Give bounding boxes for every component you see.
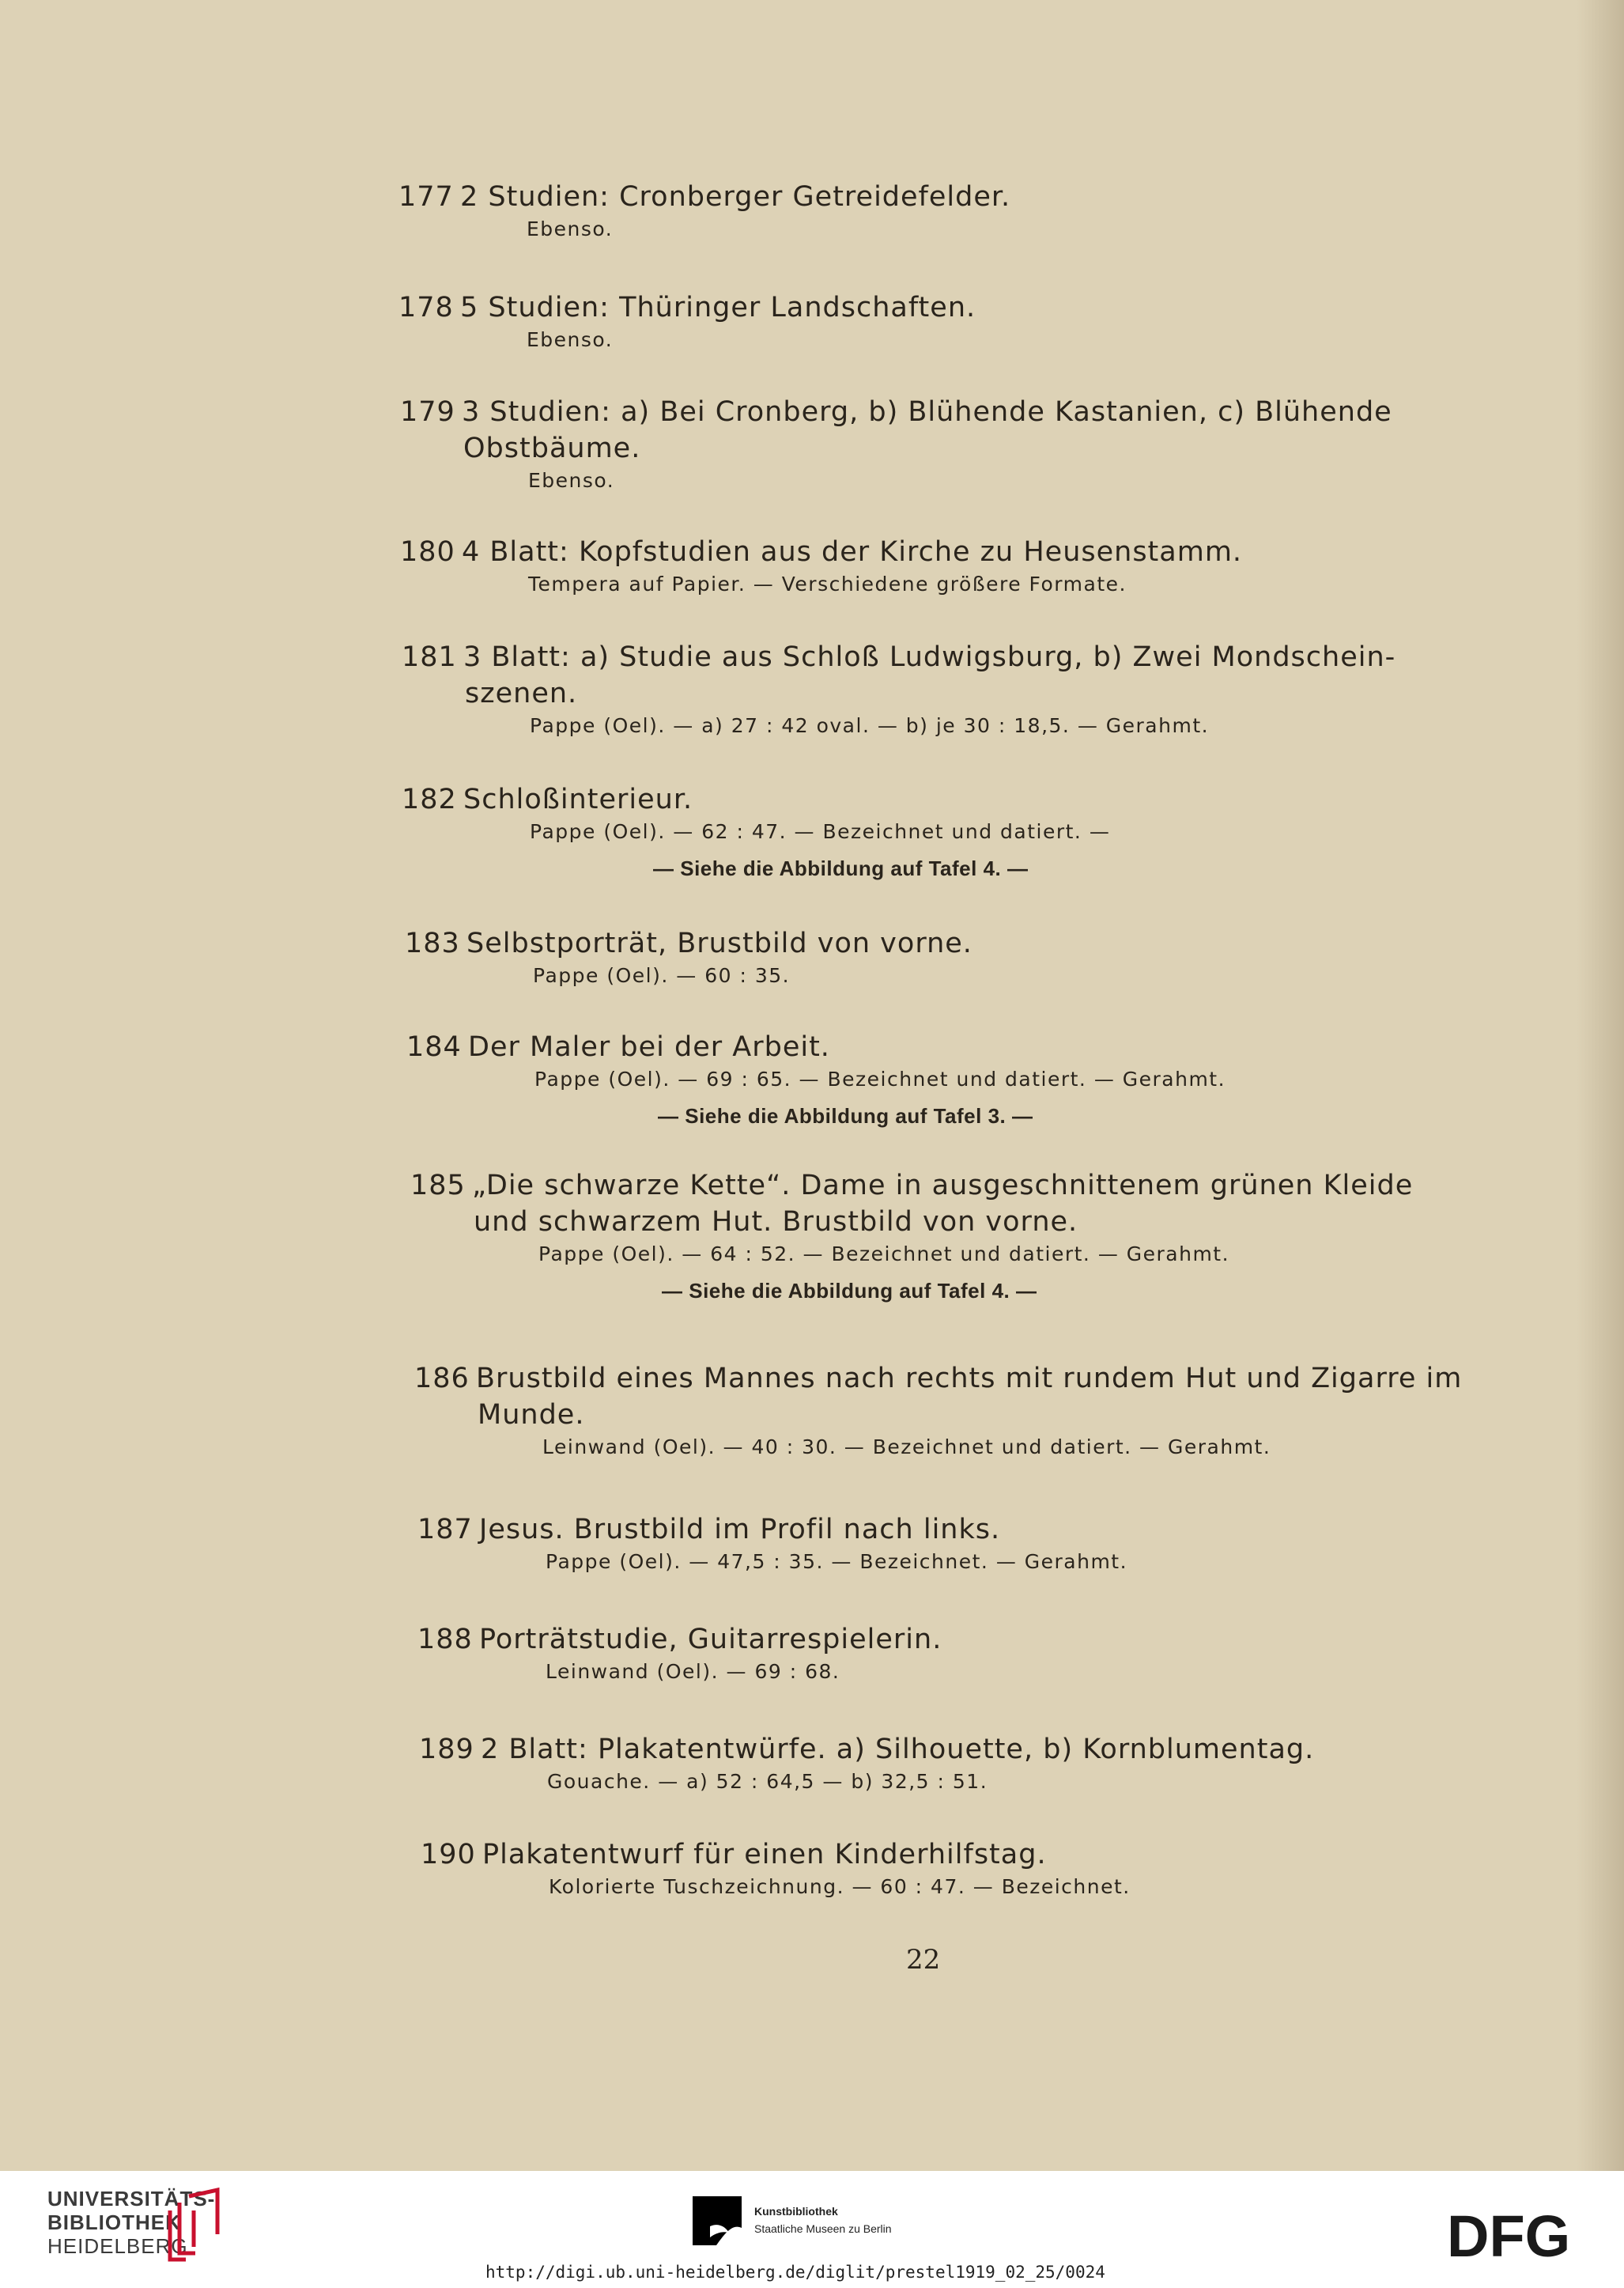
entry-title-text: 3 Studien: a) Bei Cronberg, b) Blühende Kastanien, c) Blühende [462, 396, 1392, 428]
entry-title-text: „Die schwarze Kette“. Dame in ausgeschnittenem grünen Kleide [472, 1170, 1414, 1201]
entry-plate-reference: — Siehe die Abbildung auf Tafel 3. — [658, 1104, 1033, 1128]
catalog-entry [421, 1836, 1131, 1901]
catalog-entry [398, 179, 1010, 244]
catalog-entry [419, 1731, 1314, 1796]
entry-number: 189 [419, 1734, 474, 1765]
entry-title-text: 4 Blatt: Kopfstudien aus der Kirche zu Heusenstamm. [462, 536, 1243, 568]
entry-title-text: 2 Studien: Cronberger Getreidefelder. [460, 181, 1011, 213]
entry-title [417, 1511, 1127, 1548]
entry-title [400, 534, 1242, 570]
dfg-logo-text: DFG [1447, 2206, 1571, 2263]
entry-detail: Leinwand (Oel). — 40 : 30. — Bezeichnet und datiert. — Gerahmt. [542, 1435, 1271, 1458]
catalog-entry [405, 925, 973, 990]
catalog-entry [414, 1360, 1462, 1462]
dfg-logo[interactable] [1447, 2206, 1597, 2263]
entry-title-text: szenen. [465, 678, 578, 709]
entry-title-text: 5 Studien: Thüringer Landschaften. [460, 292, 976, 323]
entry-title [419, 1731, 1314, 1768]
entry-title [398, 289, 976, 326]
entry-number: 186 [414, 1363, 470, 1394]
entry-detail: Ebenso. [528, 469, 615, 492]
entry-title [405, 925, 973, 962]
entry-detail: Tempera auf Papier. — Verschiedene größere Formate. [528, 573, 1127, 596]
entry-title [400, 394, 1392, 430]
entry-title [398, 179, 1010, 215]
page-number: 22 [906, 1944, 941, 1976]
catalog-entry [400, 534, 1242, 599]
entry-plate-reference: — Siehe die Abbildung auf Tafel 4. — [662, 1279, 1037, 1303]
catalog-entry [417, 1621, 942, 1686]
entry-title-text: Plakatentwurf für einen Kinderhilfstag. [482, 1839, 1047, 1870]
entry-number: 187 [417, 1514, 473, 1545]
logo-line-3: HEIDELBERG [47, 2234, 188, 2258]
footer-bar [0, 2171, 1624, 2288]
entry-title [421, 1836, 1131, 1873]
entry-number: 179 [400, 396, 455, 428]
entry-detail: Pappe (Oel). — 69 : 65. — Bezeichnet und datiert. — Gerahmt. [534, 1068, 1226, 1091]
catalog-entry [410, 1167, 1413, 1307]
entry-title-continuation [410, 1204, 1413, 1240]
catalog-entry [402, 781, 1110, 884]
entry-title [402, 639, 1396, 675]
ub-logo-mark-icon [162, 2187, 225, 2266]
entry-number: 180 [400, 536, 455, 568]
entry-title [410, 1167, 1413, 1204]
entry-detail: Ebenso. [527, 328, 614, 351]
kb-line-2: Staatliche Museen zu Berlin [754, 2222, 892, 2235]
entry-detail: Pappe (Oel). — 62 : 47. — Bezeichnet und datiert. — [530, 820, 1111, 843]
entry-detail: Ebenso. [527, 217, 614, 240]
entry-title-text: Selbstporträt, Brustbild von vorne. [466, 928, 973, 959]
entry-detail: Kolorierte Tuschzeichnung. — 60 : 47. — Bezeichnet. [549, 1875, 1131, 1898]
logo-line-2: BIBLIOTHEK [47, 2210, 181, 2234]
entry-detail: Gouache. — a) 52 : 64,5 — b) 32,5 : 51. [547, 1770, 988, 1793]
entry-title-text: 3 Blatt: a) Studie aus Schloß Ludwigsburg, b) Zwei Mondschein- [463, 641, 1396, 673]
entry-detail: Leinwand (Oel). — 69 : 68. [546, 1660, 840, 1683]
entry-number: 184 [406, 1031, 462, 1063]
kunstbibliothek-logo[interactable] [754, 2203, 892, 2237]
entry-number: 190 [421, 1839, 476, 1870]
entry-number: 185 [410, 1170, 466, 1201]
entry-title-text: 2 Blatt: Plakatentwürfe. a) Silhouette, b) Kornblumentag. [481, 1734, 1315, 1765]
catalog-entry [400, 394, 1392, 495]
entry-plate-reference: — Siehe die Abbildung auf Tafel 4. — [653, 857, 1029, 880]
entry-title-text: Munde. [478, 1399, 585, 1431]
catalog-entry [402, 639, 1396, 740]
catalog-entry [398, 289, 976, 354]
entry-title [406, 1029, 1226, 1065]
entry-title-text: Obstbäume. [463, 433, 641, 464]
entry-title [414, 1360, 1462, 1397]
entry-title-text: Porträtstudie, Guitarrespielerin. [479, 1624, 942, 1655]
catalog-entry [406, 1029, 1226, 1132]
entry-title-continuation [402, 675, 1396, 712]
entry-detail: Pappe (Oel). — 60 : 35. [533, 964, 791, 987]
entry-title-text: und schwarzem Hut. Brustbild von vorne. [474, 1206, 1078, 1238]
entry-title-continuation [414, 1397, 1462, 1433]
entry-number: 183 [405, 928, 460, 959]
catalog-entry [417, 1511, 1127, 1576]
logo-line-1: UNIVERSITÄTS- [47, 2187, 216, 2210]
permalink-url[interactable]: http://digi.ub.uni-heidelberg.de/diglit/prestel1919_02_25/0024 [485, 2263, 1105, 2282]
entry-title-text: Brustbild eines Mannes nach rechts mit rundem Hut und Zigarre im [476, 1363, 1463, 1394]
entry-title [417, 1621, 942, 1658]
entry-detail: Pappe (Oel). — 64 : 52. — Bezeichnet und datiert. — Gerahmt. [538, 1242, 1230, 1265]
entry-number: 182 [402, 784, 457, 815]
entry-number: 181 [402, 641, 457, 673]
entry-title [402, 781, 1110, 818]
entry-title-text: Schloßinterieur. [463, 784, 693, 815]
entry-detail: Pappe (Oel). — 47,5 : 35. — Bezeichnet. — Gerahmt. [546, 1550, 1128, 1573]
kunstbibliothek-logo-icon [693, 2196, 742, 2245]
entry-title-text: Jesus. Brustbild im Profil nach links. [479, 1514, 1001, 1545]
entry-title-text: Der Maler bei der Arbeit. [468, 1031, 830, 1063]
entry-detail: Pappe (Oel). — a) 27 : 42 oval. — b) je 30 : 18,5. — Gerahmt. [530, 714, 1210, 737]
entry-title-continuation [400, 430, 1392, 467]
entry-number: 188 [417, 1624, 473, 1655]
entry-number: 177 [398, 181, 454, 213]
kb-line-1: Kunstbibliothek [754, 2205, 838, 2218]
entry-number: 178 [398, 292, 454, 323]
